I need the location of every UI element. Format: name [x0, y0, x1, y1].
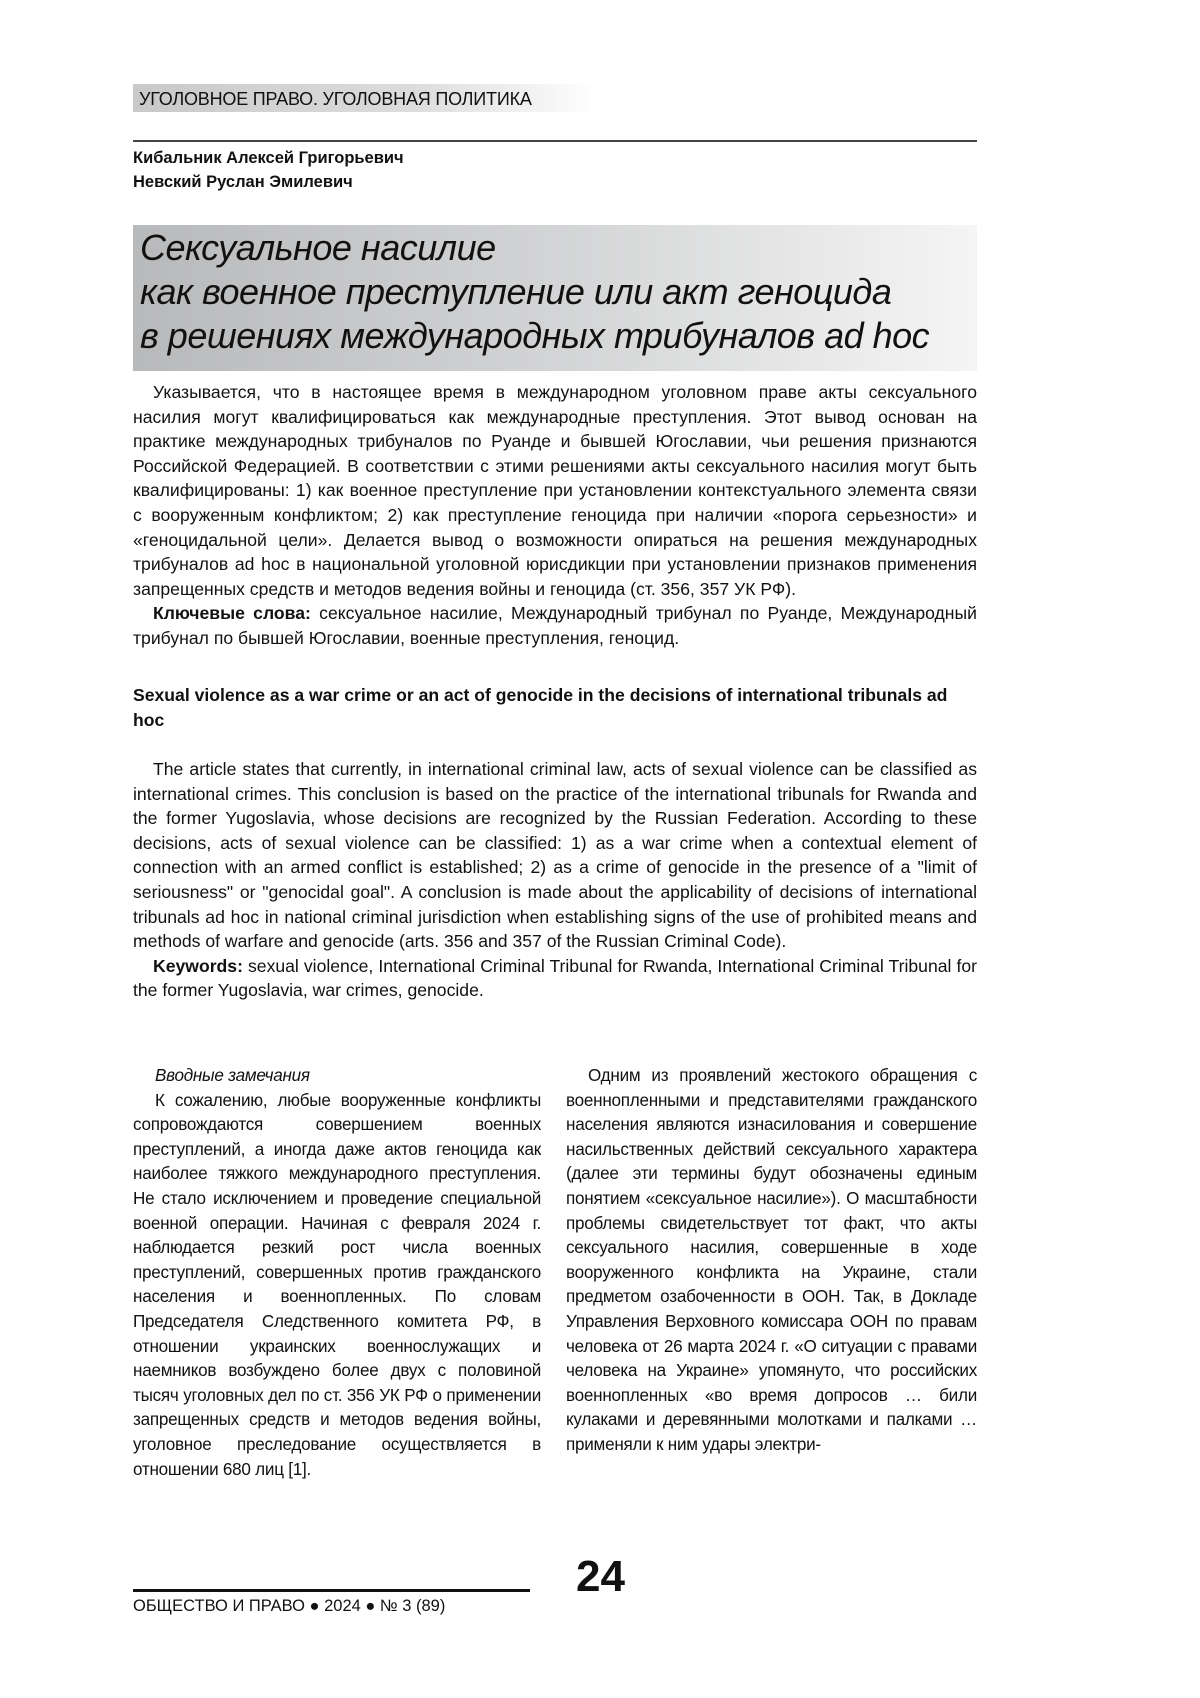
title-line: Сексуальное насилие: [140, 226, 929, 270]
title-line: как военное преступление или акт геноцида: [140, 270, 929, 314]
article-title: [140, 226, 929, 358]
keywords-label: Ключевые слова:: [153, 603, 311, 623]
keywords: [133, 601, 977, 650]
body-column-left: [133, 1064, 541, 1482]
page-number: 24: [576, 1552, 625, 1602]
article-title-en: Sexual violence as a war crime or an act of genocide in the decisions of international tribunals ad hoc: [133, 683, 977, 732]
journal-info: ОБЩЕСТВО И ПРАВО ● 2024 ● № 3 (89): [133, 1597, 445, 1616]
keywords-text: сексуальное насилие, Международный трибунал по Руанде, Международный трибунал по бывшей Югославии, военные преступления, геноцид.: [133, 603, 977, 648]
title-line: в решениях международных трибуналов ad hoc: [140, 314, 929, 358]
body-paragraph: К сожалению, любые вооруженные конфликты сопровождаются совершением военных преступлений, а иногда даже актов геноцида как наиболее тяжкого международного преступления. Не стало исключением и проведение специальной военной операции. Начиная с февраля 2024 г. наблюдается резкий рост числа военных преступлений, совершенных против гражданского населения и военнопленных. По словам Председателя Следственного комитета РФ, в отношении украинских военнослужащих и наемников возбуждено более двух с половиной тысяч уголовных дел по ст. 356 УК РФ о применении запрещенных средств и методов ведения войны, уголовное преследование осуществляется в отношении 680 лиц [1].: [133, 1089, 541, 1483]
abstract-en: [133, 757, 977, 1003]
keywords: [133, 954, 977, 1003]
header-divider: [133, 140, 977, 142]
keywords-text: sexual violence, International Criminal Tribunal for Rwanda, International Criminal Tribunal for the former Yugoslavia, war crimes, genocide.: [133, 956, 977, 1001]
abstract-ru: [133, 380, 977, 651]
author: Кибальник Алексей Григорьевич: [133, 146, 404, 170]
abstract-text: The article states that currently, in international criminal law, acts of sexual violence can be classified as international crimes. This conclusion is based on the practice of the international tribunals for Rwanda and the former Yugoslavia, whose decisions are recognized by the Russian Federation. According to these decisions, acts of sexual violence can be classified: 1) as a war crime when a contextual element of connection with an armed conflict is established; 2) as a crime of genocide in the presence of a "limit of seriousness" or "genocidal goal". A conclusion is made about the applicability of decisions of international tribunals ad hoc in national criminal jurisdiction when establishing signs of the use of prohibited means and methods of warfare and genocide (arts. 356 and 357 of the Russian Criminal Code).: [133, 757, 977, 954]
section-subheading: Вводные замечания: [133, 1064, 541, 1089]
keywords-label: Keywords:: [153, 956, 243, 976]
body-column-right: [566, 1064, 977, 1458]
body-paragraph: Одним из проявлений жестокого обращения с военнопленными и представителями гражданского населения являются изнасилования и совершение насильственных действий сексуального характера (далее эти термины будут обозначены единым понятием «сексуальное насилие»). О масштабности проблемы свидетельствует тот факт, что акты сексуального насилия, совершенные в ходе вооруженного конфликта на Украине, стали предметом озабоченности в ООН. Так, в Докладе Управления Верховного комиссара ООН по правам человека от 26 марта 2024 г. «О ситуации с правами человека на Украине» упомянуто, что российских военнопленных «во время допросов … били кулаками и деревянными молотками и палками … применяли к ним удары электри-: [566, 1064, 977, 1458]
document-page: [0, 0, 1200, 1698]
footer-divider: [133, 1589, 530, 1592]
section-rubric: УГОЛОВНОЕ ПРАВО. УГОЛОВНАЯ ПОЛИТИКА: [133, 84, 599, 112]
author: Невский Руслан Эмилевич: [133, 170, 404, 194]
abstract-text: Указывается, что в настоящее время в международном уголовном праве акты сексуального насилия могут квалифицироваться как международные преступления. Этот вывод основан на практике международных трибуналов по Руанде и бывшей Югославии, чьи решения признаются Российской Федерацией. В соответствии с этими решениями акты сексуального насилия могут быть квалифицированы: 1) как военное преступление при установлении контекстуального элемента связи с вооруженным конфликтом; 2) как преступление геноцида при наличии «порога серьезности» и «геноцидальной цели». Делается вывод о возможности опираться на решения международных трибуналов ad hoc в национальной уголовной юрисдикции при установлении признаков применения запрещенных средств и методов ведения войны и геноцида (ст. 356, 357 УК РФ).: [133, 380, 977, 601]
authors: [133, 146, 404, 194]
